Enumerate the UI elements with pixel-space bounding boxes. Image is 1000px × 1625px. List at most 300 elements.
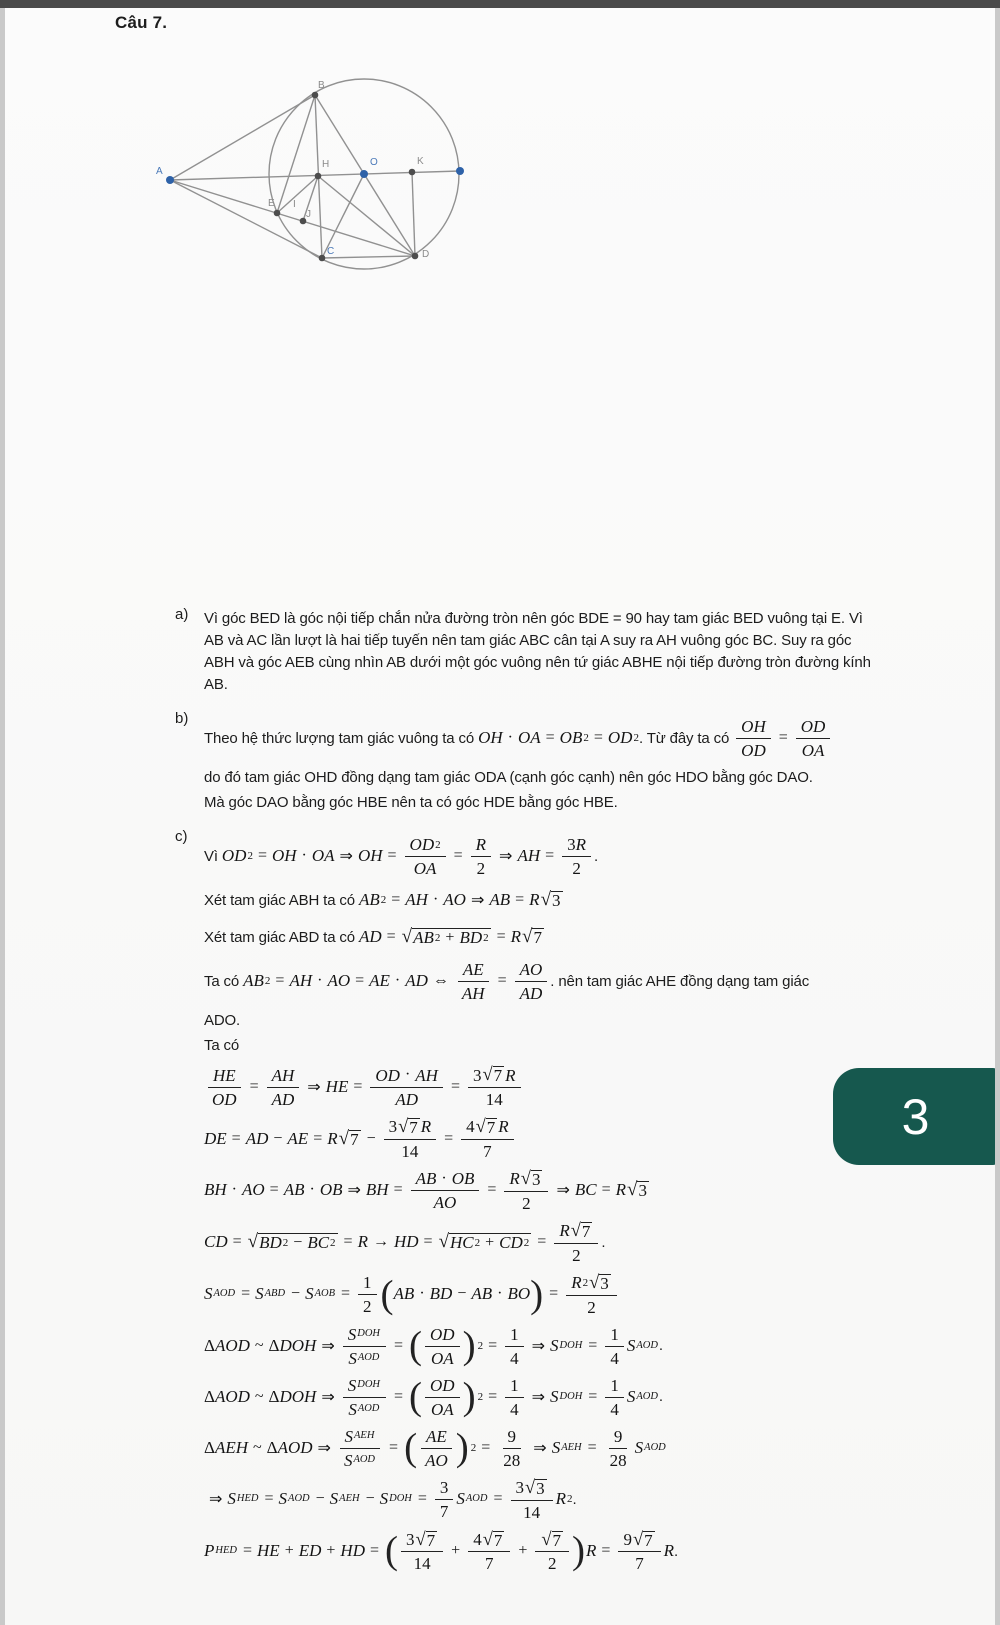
math-o: ⇒ bbox=[347, 1182, 361, 1200]
point-A bbox=[166, 176, 174, 184]
math-r: √ 3 bbox=[520, 1167, 541, 1189]
math-v: OD bbox=[607, 728, 633, 748]
point-B bbox=[312, 92, 319, 99]
math-o: − bbox=[315, 1490, 325, 1508]
math-f bbox=[471, 834, 491, 878]
solution-line bbox=[204, 1116, 875, 1161]
math-v: R bbox=[571, 1273, 582, 1293]
math-f bbox=[505, 1324, 524, 1368]
math-o: = bbox=[393, 1387, 404, 1405]
math-o: + bbox=[485, 1233, 495, 1251]
math-o: = bbox=[515, 891, 525, 909]
math-v: AO bbox=[519, 960, 543, 980]
math-v: ED bbox=[298, 1541, 322, 1561]
math-n: 28 bbox=[609, 1450, 627, 1470]
solution-line: Ta có AB 2 = AH · AO = AE · AD ⇔ $\frac{AE}{AH}$ = $\frac{AO}{AD}$ . nên tam giác AHE đồng dạng tam giác bbox=[204, 960, 810, 1004]
math-v: AO bbox=[242, 1180, 265, 1200]
solution-line: Δ AOD ~ Δ DOH ⇒ S DOH S AOD = ( $\frac{OD}{OA}$ ) 2 = $\frac{1}{4}$ ⇒ S DOH = $\frac{1}{4}$ S AOD . bbox=[204, 1323, 663, 1368]
math-t: . nên tam giác AHE đồng dạng tam giác bbox=[550, 972, 810, 990]
math-o: ~ bbox=[254, 1387, 264, 1405]
math-v: S bbox=[634, 1437, 644, 1457]
math-v: AO bbox=[425, 1450, 448, 1470]
math-o: = bbox=[386, 928, 396, 946]
math-o: = bbox=[481, 1438, 491, 1456]
math-v: OA bbox=[517, 728, 541, 748]
math-f bbox=[605, 1426, 632, 1470]
math-o: = bbox=[497, 972, 507, 990]
math-v: R bbox=[327, 1128, 338, 1148]
math-o: = bbox=[275, 972, 285, 990]
math-n: 14 bbox=[413, 1554, 431, 1574]
math-v: HE bbox=[257, 1541, 280, 1561]
math-n: 7 bbox=[439, 1502, 449, 1522]
segment-H-D bbox=[318, 176, 415, 256]
math-n: 3 bbox=[552, 891, 561, 911]
math-v: AB bbox=[489, 890, 511, 910]
math-o: ⇒ bbox=[531, 1337, 546, 1355]
math-v: OD bbox=[430, 1375, 455, 1395]
math-o: = bbox=[269, 1181, 279, 1199]
math-o: · bbox=[441, 1169, 447, 1187]
math-v: S bbox=[626, 1335, 636, 1355]
math-o: · bbox=[309, 1181, 315, 1199]
math-t: . bbox=[572, 1490, 577, 1508]
math-v: BC bbox=[307, 1233, 330, 1253]
math-f bbox=[468, 1529, 510, 1574]
math-n: 3 bbox=[472, 1065, 482, 1085]
math-n: 3 bbox=[638, 1181, 647, 1201]
math-v: OB bbox=[319, 1180, 343, 1200]
math-o: = bbox=[778, 729, 788, 747]
math-f bbox=[498, 1426, 525, 1470]
math-r: √ 7 bbox=[570, 1219, 591, 1241]
math-f bbox=[425, 1324, 460, 1368]
math-o: ⇒ bbox=[533, 1439, 547, 1457]
math-r: √ 3 bbox=[589, 1271, 609, 1293]
math-o: = bbox=[387, 847, 397, 865]
geometry-figure bbox=[140, 66, 470, 283]
solution-line bbox=[204, 1035, 875, 1057]
math-r: √ 7 bbox=[415, 1528, 436, 1550]
solution-line: Xét tam giác ABH ta có AB 2 = AH · AO ⇒ AB = R √ 3 bbox=[204, 889, 561, 911]
viewer-top-bar bbox=[0, 0, 1000, 8]
math-t: Ta có bbox=[204, 1037, 240, 1055]
math-n: 2 bbox=[522, 1193, 531, 1213]
math-o: = bbox=[343, 1233, 353, 1251]
math-o: = bbox=[249, 1077, 259, 1095]
math-o: ⇒ bbox=[339, 848, 353, 866]
math-o: = bbox=[588, 1387, 598, 1405]
math-f bbox=[267, 1065, 300, 1109]
math-v: OD bbox=[800, 717, 826, 736]
math-o: · bbox=[394, 972, 401, 990]
math-f bbox=[504, 1168, 548, 1213]
math-o: · bbox=[497, 1285, 503, 1303]
math-f bbox=[468, 1064, 521, 1109]
math-f bbox=[411, 1168, 480, 1212]
math-r: √ 7 bbox=[338, 1127, 359, 1149]
math-r: √ 3 bbox=[627, 1179, 647, 1201]
math-o: = bbox=[601, 1181, 611, 1199]
point-O bbox=[360, 170, 368, 178]
math-n: 7 bbox=[483, 1141, 492, 1161]
segment-C-D bbox=[322, 256, 415, 258]
math-v: DE bbox=[204, 1128, 227, 1148]
math-o: ~ bbox=[252, 1438, 262, 1456]
math-v: AO bbox=[327, 971, 351, 991]
math-n: 4 bbox=[466, 1117, 475, 1137]
item-content bbox=[204, 709, 875, 817]
math-v: R bbox=[420, 1117, 432, 1137]
math-v: R bbox=[509, 1169, 520, 1189]
math-v: S bbox=[343, 1450, 353, 1470]
math-v: AH bbox=[405, 890, 428, 910]
math-v: S bbox=[204, 1284, 213, 1304]
math-o: = bbox=[353, 1077, 363, 1095]
math-v: R bbox=[559, 1221, 570, 1241]
item-marker: a) bbox=[175, 606, 189, 623]
math-v: DOH bbox=[279, 1335, 317, 1355]
math-v: OD bbox=[221, 846, 247, 866]
math-f bbox=[457, 959, 490, 1003]
math-v: OA bbox=[430, 1348, 454, 1368]
solution-line: Vì OD 2 = OH · OA ⇒ OH = OD 2 OA = $\frac{R}{2}$ ⇒ AH = 3 R 2 . bbox=[204, 835, 599, 879]
math-p: ( 3 √ 7 14 + 4 √ 7 7 + √ 7 2 ) bbox=[385, 1528, 586, 1574]
math-v: R bbox=[555, 1489, 567, 1509]
solution-line: P HED = HE + ED + HD = ( 3 √ 7 14 + 4 √ 7 7 + √ 7 2 ) R = 9 √ 7 7 R . bbox=[204, 1528, 679, 1574]
math-n: 4 bbox=[510, 1348, 519, 1368]
point-E bbox=[274, 210, 281, 217]
solution-item-a bbox=[175, 605, 875, 699]
math-n: 7 bbox=[635, 1554, 644, 1574]
math-v: S bbox=[305, 1284, 314, 1304]
math-v: S bbox=[329, 1489, 339, 1509]
math-f bbox=[358, 1272, 377, 1316]
math-v: AD bbox=[405, 971, 428, 991]
math-n: 14 bbox=[523, 1502, 541, 1522]
math-n: 2 bbox=[547, 1554, 557, 1574]
point-label-D: D bbox=[422, 249, 430, 260]
math-o: ⇒ bbox=[531, 1388, 546, 1406]
math-n: 3 bbox=[567, 835, 576, 855]
math-n: 1 bbox=[363, 1273, 372, 1293]
math-o: · bbox=[301, 847, 307, 865]
math-f: OD 2 OA bbox=[405, 834, 446, 878]
math-n: Δ bbox=[268, 1386, 280, 1406]
point-label-K: K bbox=[417, 156, 424, 167]
math-v: AB bbox=[413, 928, 434, 948]
math-n: 3 bbox=[515, 1478, 525, 1498]
math-o: · bbox=[317, 972, 323, 990]
math-n: 28 bbox=[503, 1450, 521, 1470]
math-o: = bbox=[487, 1181, 497, 1199]
math-n: 7 bbox=[493, 1066, 503, 1086]
math-f bbox=[554, 1220, 598, 1265]
solution-body bbox=[175, 605, 875, 1591]
math-r: √ HC 2 + CD 2 bbox=[438, 1231, 530, 1253]
solution-line bbox=[204, 1064, 875, 1109]
math-f: R 2 √ 3 2 bbox=[566, 1272, 617, 1317]
point-P bbox=[456, 167, 464, 175]
math-f bbox=[605, 1324, 624, 1368]
math-t: . bbox=[658, 1388, 663, 1406]
math-v: R bbox=[575, 835, 587, 855]
math-o: = bbox=[450, 1077, 460, 1095]
math-n: 14 bbox=[401, 1141, 419, 1161]
math-v: HC bbox=[450, 1233, 474, 1253]
math-n: 9 bbox=[613, 1426, 623, 1446]
math-v: AB bbox=[283, 1180, 305, 1200]
math-v: R bbox=[498, 1117, 509, 1137]
math-o: ⇒ bbox=[317, 1439, 331, 1457]
math-v: R bbox=[357, 1232, 368, 1252]
math-o: = bbox=[231, 1129, 241, 1147]
math-o: − bbox=[457, 1285, 467, 1303]
item-marker: b) bbox=[175, 710, 189, 727]
page-number-badge: 3 bbox=[833, 1068, 995, 1165]
math-r: √ BD 2 − BC 2 bbox=[247, 1231, 336, 1253]
point-label-A: A bbox=[156, 166, 163, 177]
item-content bbox=[204, 827, 875, 1580]
point-label-H: H bbox=[322, 159, 330, 170]
math-v: S bbox=[456, 1489, 465, 1509]
math-o: − bbox=[365, 1490, 375, 1508]
math-o: ⇒ bbox=[321, 1337, 335, 1355]
solution-item-c bbox=[175, 827, 875, 1580]
math-v: AE bbox=[287, 1128, 309, 1148]
math-f bbox=[420, 1426, 453, 1470]
math-f bbox=[515, 959, 548, 1003]
math-v: AO bbox=[433, 1193, 457, 1213]
point-label-O: O bbox=[370, 157, 378, 168]
math-v: S bbox=[550, 1335, 559, 1355]
math-o: − bbox=[293, 1233, 303, 1251]
math-v: AOD bbox=[277, 1437, 313, 1457]
math-o: ⇒ bbox=[470, 892, 485, 910]
math-v: S bbox=[347, 1324, 357, 1344]
math-o: = bbox=[488, 1387, 498, 1405]
math-v: BC bbox=[574, 1180, 597, 1200]
point-label-E: E bbox=[268, 198, 275, 209]
geometry-figure-svg bbox=[140, 66, 470, 278]
math-n: 4 bbox=[473, 1530, 482, 1550]
math-v: OH bbox=[478, 728, 503, 748]
math-n: 4 bbox=[610, 1348, 619, 1368]
math-v: S bbox=[626, 1386, 636, 1406]
math-f: S DOH S AOD bbox=[343, 1324, 386, 1368]
point-label-I: I bbox=[293, 199, 296, 210]
math-v: OA bbox=[413, 859, 437, 879]
segment-A-C bbox=[170, 180, 322, 258]
item-content bbox=[204, 605, 875, 699]
math-o: + bbox=[284, 1542, 294, 1560]
math-v: BD bbox=[459, 928, 483, 948]
math-v: S bbox=[227, 1489, 236, 1509]
math-v: BD bbox=[259, 1233, 282, 1253]
math-o: · bbox=[404, 1066, 411, 1084]
point-H bbox=[315, 173, 322, 180]
math-t: Vì góc BED là góc nội tiếp chắn nửa đường tròn nên góc BDE = 90 hay tam giác BED vuông tại E. Vì AB và AC lần lượt là hai tiếp tuyến nên tam giác ABC cân tại A suy ra AH vuông góc BC. Suy ra góc ABH và góc AEB cùng nhìn AB dưới một góc vuông nên tứ giác ABHE nội tiếp đường tròn đường kính AB. bbox=[204, 610, 875, 693]
math-v: S bbox=[379, 1489, 389, 1509]
math-n: 9 bbox=[507, 1426, 517, 1446]
math-v: S bbox=[348, 1399, 357, 1419]
math-v: AH bbox=[415, 1065, 438, 1085]
math-t: . bbox=[594, 847, 599, 865]
math-o: = bbox=[264, 1490, 274, 1508]
point-label-C: C bbox=[327, 246, 335, 257]
math-v: R bbox=[663, 1541, 674, 1561]
math-r: √ 7 bbox=[632, 1528, 653, 1550]
math-n: 3 bbox=[406, 1530, 415, 1550]
math-v: AD bbox=[271, 1089, 295, 1109]
math-v: R bbox=[586, 1541, 597, 1561]
math-f bbox=[505, 1375, 524, 1419]
math-n: 1 bbox=[510, 1324, 519, 1344]
math-o: · bbox=[432, 891, 439, 909]
math-f bbox=[535, 1529, 569, 1574]
math-n: 14 bbox=[485, 1090, 503, 1110]
solution-item-b bbox=[175, 709, 875, 817]
solution-line bbox=[204, 1168, 875, 1213]
math-o: = bbox=[601, 1542, 611, 1560]
math-o: = bbox=[369, 1542, 380, 1560]
math-o: = bbox=[545, 847, 555, 865]
math-r: √ 7 bbox=[398, 1116, 418, 1138]
math-f bbox=[435, 1477, 454, 1521]
math-f bbox=[796, 716, 831, 760]
math-n: 4 bbox=[610, 1399, 619, 1419]
math-f bbox=[401, 1529, 443, 1574]
math-v: OA bbox=[801, 741, 825, 761]
segment-K-D bbox=[412, 172, 415, 256]
solution-line: Δ AEH ~ Δ AOD ⇒ S AEH S AOD = ( $\frac{AE}{AO}$ ) 2 = $\frac{9}{28}$ ⇒ S AEH = $\frac{9}{28}$ S AOD bbox=[204, 1426, 666, 1470]
math-n: 3 bbox=[536, 1478, 545, 1498]
math-f bbox=[511, 1477, 553, 1522]
math-p: ( $\frac{AE}{AO}$ ) bbox=[404, 1426, 469, 1470]
math-o: = bbox=[257, 847, 267, 865]
math-n: 7 bbox=[350, 1129, 359, 1149]
math-n: 3 bbox=[388, 1117, 398, 1137]
math-p: ( $\frac{OD}{OA}$ ) bbox=[409, 1323, 476, 1368]
math-r: √ 3 bbox=[525, 1476, 545, 1498]
math-v: S bbox=[348, 1348, 357, 1368]
math-v: AB bbox=[358, 890, 380, 910]
math-v: OH bbox=[357, 846, 383, 866]
math-n: 1 bbox=[610, 1375, 619, 1395]
math-o: ⇒ bbox=[556, 1182, 570, 1200]
math-n: 3 bbox=[600, 1273, 609, 1293]
math-p: ( $\frac{OD}{OA}$ ) bbox=[409, 1375, 476, 1419]
math-v: HD bbox=[340, 1541, 365, 1561]
math-o: = bbox=[423, 1233, 433, 1251]
math-f bbox=[207, 1065, 242, 1109]
math-v: R bbox=[510, 927, 522, 947]
math-p: ( AB · BD − AB · BO ) bbox=[380, 1272, 544, 1316]
math-v: P bbox=[204, 1541, 215, 1561]
document-page bbox=[5, 8, 995, 1625]
math-r: √ 7 bbox=[482, 1064, 503, 1086]
math-t: ADO. bbox=[204, 1012, 241, 1030]
math-o: = bbox=[549, 1285, 559, 1303]
math-v: DOH bbox=[279, 1386, 317, 1406]
math-o: = bbox=[537, 1233, 547, 1251]
math-v: OD bbox=[430, 1324, 455, 1344]
math-n: 2 bbox=[572, 859, 581, 879]
math-v: OD bbox=[375, 1065, 400, 1085]
math-o: = bbox=[588, 1336, 598, 1354]
math-r: √ 7 bbox=[541, 1528, 562, 1550]
math-o: ⇒ bbox=[307, 1078, 321, 1096]
math-o: = bbox=[389, 1438, 399, 1456]
math-v: AH bbox=[517, 846, 541, 866]
math-o: = bbox=[242, 1542, 253, 1560]
math-v: OD bbox=[741, 741, 766, 761]
math-n: 7 bbox=[493, 1530, 503, 1550]
math-n: 3 bbox=[531, 1169, 541, 1189]
math-o: = bbox=[593, 729, 603, 747]
math-v: BD bbox=[429, 1284, 453, 1304]
math-o: = bbox=[341, 1285, 351, 1303]
math-t: . Từ đây ta có bbox=[638, 729, 734, 747]
math-n: 7 bbox=[644, 1530, 653, 1550]
math-v: AOD bbox=[214, 1386, 250, 1406]
math-o: − bbox=[273, 1129, 283, 1147]
math-o: · bbox=[507, 729, 513, 747]
math-o: → bbox=[372, 1233, 389, 1251]
math-v: OH bbox=[741, 717, 766, 736]
math-n: 3 bbox=[439, 1478, 449, 1498]
solution-line bbox=[204, 767, 875, 789]
item-marker: c) bbox=[175, 828, 188, 846]
math-v: OB bbox=[451, 1169, 475, 1189]
math-v: BH bbox=[365, 1180, 389, 1200]
math-f bbox=[425, 1375, 460, 1419]
math-t: do đó tam giác OHD đồng dạng tam giác ODA (cạnh góc cạnh) nên góc HDO bằng góc DAO. bbox=[204, 769, 813, 787]
math-r: √ 3 bbox=[540, 889, 561, 911]
question-label: Câu 7. bbox=[115, 13, 168, 32]
math-n: 7 bbox=[581, 1221, 591, 1241]
math-v: AB bbox=[471, 1284, 493, 1304]
math-f: S DOH S AOD bbox=[343, 1375, 386, 1419]
math-o: = bbox=[493, 1490, 503, 1508]
math-r: √ 7 bbox=[522, 926, 542, 948]
math-v: AOD bbox=[214, 1335, 250, 1355]
math-t: Xét tam giác ABH ta có bbox=[204, 891, 359, 909]
math-f bbox=[736, 716, 771, 760]
math-v: AE bbox=[426, 1426, 447, 1446]
math-o: = bbox=[232, 1233, 242, 1251]
math-v: AB bbox=[243, 971, 264, 991]
math-n: 7 bbox=[552, 1530, 562, 1550]
math-o: + bbox=[451, 1542, 461, 1560]
math-v: R bbox=[529, 890, 540, 910]
math-v: CD bbox=[204, 1232, 228, 1252]
math-t: Vì bbox=[204, 847, 222, 865]
solution-line bbox=[204, 1010, 875, 1032]
point-K bbox=[409, 169, 416, 176]
math-n: 2 bbox=[363, 1297, 372, 1317]
math-o: − bbox=[366, 1129, 376, 1147]
math-n: 2 bbox=[476, 859, 486, 879]
math-f bbox=[384, 1116, 437, 1161]
math-v: BO bbox=[507, 1284, 531, 1304]
math-v: AH bbox=[289, 971, 313, 991]
math-n: 7 bbox=[409, 1118, 418, 1138]
math-v: AD bbox=[358, 927, 382, 947]
math-o: = bbox=[587, 1438, 597, 1456]
solution-line bbox=[204, 1220, 875, 1265]
math-v: AE bbox=[369, 971, 390, 991]
